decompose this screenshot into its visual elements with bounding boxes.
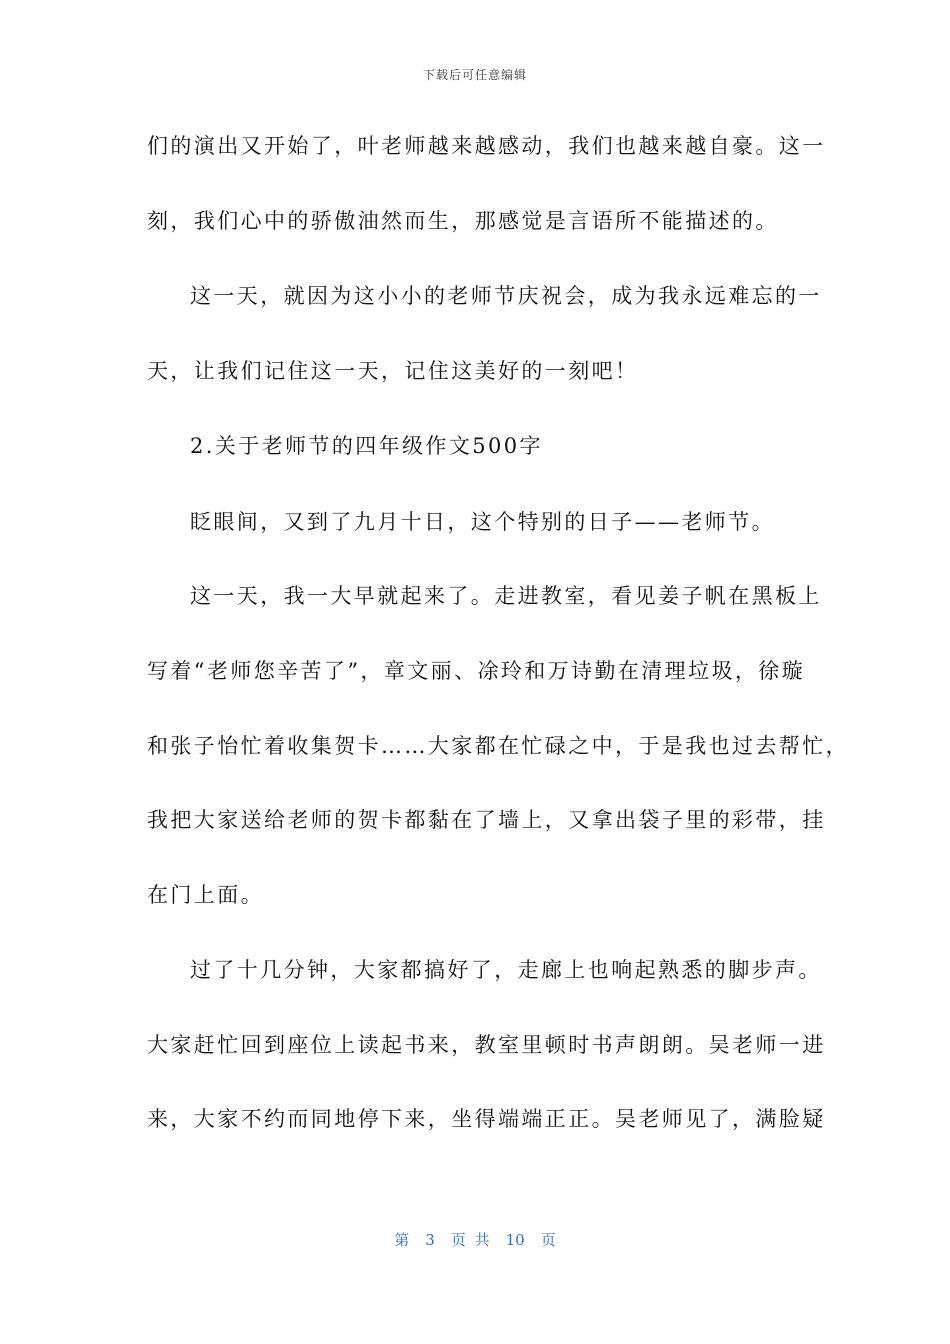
text-line-11: 在门上面。 xyxy=(147,883,264,907)
section-heading: 2.关于老师节的四年级作文500字 xyxy=(190,434,543,458)
footer-total-pages: 10 xyxy=(505,1231,525,1249)
text-line-2: 刻，我们心中的骄傲油然而生，那感觉是言语所不能描述的。 xyxy=(147,209,779,233)
text-line-1: 们的演出又开始了，叶老师越来越感动，我们也越来越自豪。这一 xyxy=(147,134,826,158)
text-line-7: 这一天，我一大早就起来了。走进教室，看见姜子帆在黑板上 xyxy=(190,584,822,608)
footer-page-mid: 页 共 xyxy=(450,1231,490,1249)
text-line-13: 大家赶忙回到座位上读起书来，教室里顿时书声朗朗。吴老师一进 xyxy=(147,1033,826,1057)
text-line-3: 这一天，就因为这小小的老师节庆祝会，成为我永远难忘的一 xyxy=(190,284,822,308)
text-line-8: 写着“老师您辛苦了”，章文丽、凃玲和万诗勤在清理垃圾，徐璇 xyxy=(147,659,806,683)
text-line-14: 来，大家不约而同地停下来，坐得端端正正。吴老师见了，满脸疑 xyxy=(147,1107,826,1131)
text-line-4: 天，让我们记住这一天，记住这美好的一刻吧！ xyxy=(147,359,639,383)
text-line-6: 眨眼间，又到了九月十日，这个特别的日子——老师节。 xyxy=(190,510,775,534)
page-footer xyxy=(0,1229,950,1250)
text-line-10: 我把大家送给老师的贺卡都黏在了墙上，又拿出袋子里的彩带，挂 xyxy=(147,808,826,832)
text-line-12: 过了十几分钟，大家都搞好了，走廊上也响起熟悉的脚步声。 xyxy=(190,958,822,982)
text-line-9: 和张子怡忙着收集贺卡……大家都在忙碌之中，于是我也过去帮忙， xyxy=(147,734,849,758)
header-note: 下载后可任意编辑 xyxy=(422,68,527,82)
footer-page-suffix: 页 xyxy=(540,1231,556,1249)
footer-page-prefix: 第 xyxy=(394,1231,410,1249)
footer-current-page: 3 xyxy=(425,1231,435,1249)
